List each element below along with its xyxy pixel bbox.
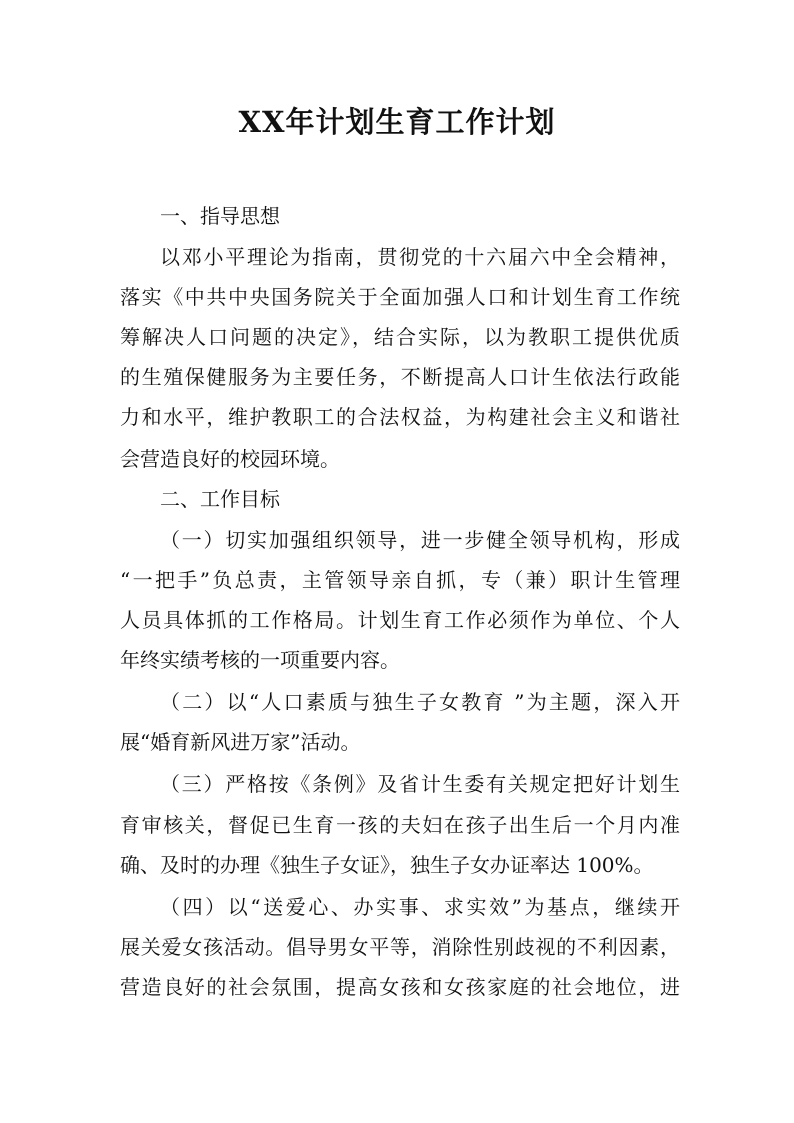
- paragraph-line: （二）以“人口素质与独生子女教育 ”为主题，深入开: [160, 690, 680, 714]
- paragraph-line: 年终实绩考核的一项重要内容。: [120, 648, 400, 672]
- paragraph-line: （四）以“送爱心、办实事、求实效”为基点，继续开: [160, 895, 680, 919]
- paragraph-line: （一）切实加强组织领导，进一步健全领导机构，形成: [160, 528, 680, 552]
- paragraph-line: 营造良好的社会氛围，提高女孩和女孩家庭的社会地位，进: [120, 975, 680, 999]
- paragraph-line: 会营造良好的校园环境。: [120, 447, 340, 471]
- paragraph-line: 展“婚育新风进万家”活动。: [120, 730, 361, 754]
- paragraph-line: 人员具体抓的工作格局。计划生育工作必须作为单位、个人: [120, 608, 680, 632]
- paragraph-line: 展关爱女孩活动。倡导男女平等，消除性别歧视的不利因素，: [120, 935, 680, 959]
- paragraph-line: （三）严格按《条例》及省计生委有关规定把好计划生: [160, 772, 680, 796]
- paragraph-line: 确、及时的办理《独生子女证》，独生子女办证率达 100%。: [120, 853, 654, 877]
- section-heading-guiding-ideology: 一、指导思想: [160, 204, 280, 228]
- document-title: XX年计划生育工作计划: [238, 105, 556, 139]
- paragraph-line: 力和水平，维护教职工的合法权益，为构建社会主义和谐社: [120, 405, 680, 429]
- section-heading-work-goals: 二、工作目标: [160, 487, 280, 511]
- paragraph-line: “一把手”负总责，主管领导亲自抓，专（兼）职计生管理: [120, 568, 680, 592]
- paragraph-line: 以邓小平理论为指南，贯彻党的十六届六中全会精神，: [160, 245, 680, 269]
- paragraph-line: 的生殖保健服务为主要任务，不断提高人口计生依法行政能: [120, 365, 680, 389]
- paragraph-line: 筹解决人口问题的决定》，结合实际，以为教职工提供优质: [120, 325, 680, 349]
- paragraph-line: 育审核关，督促已生育一孩的夫妇在孩子出生后一个月内准: [120, 813, 680, 837]
- paragraph-line: 落实《中共中央国务院关于全面加强人口和计划生育工作统: [120, 285, 680, 309]
